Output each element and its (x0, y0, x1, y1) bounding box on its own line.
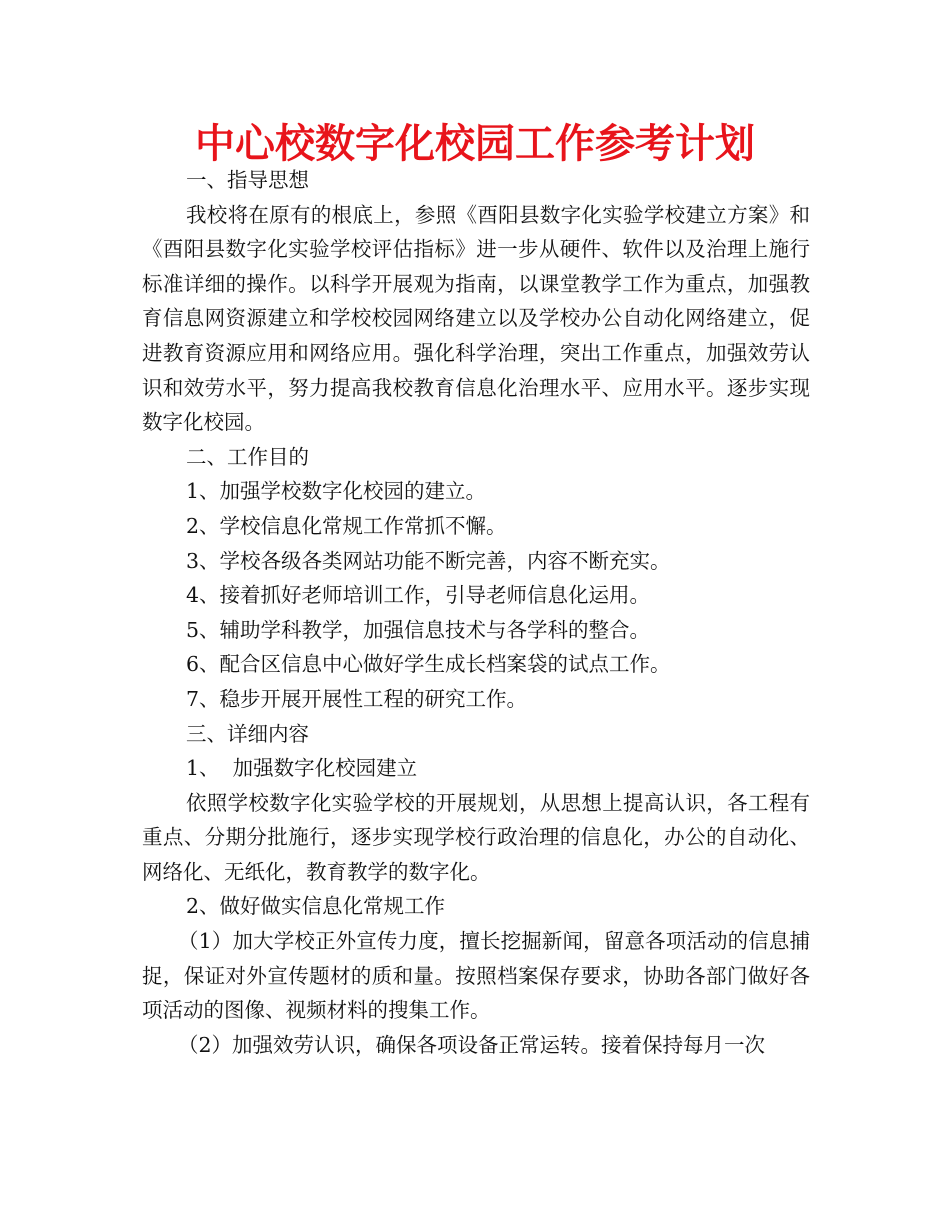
paragraph-routine-item-1: （1）加大学校正外宣传力度，擅长挖掘新闻，留意各项活动的信息捕捉，保证对外宣传题材的质和量。按照档案保存要求，协助各部门做好各项活动的图像、视频材料的搜集工作。 (142, 929, 810, 1023)
goal-item-6: 6、配合区信息中心做好学生成长档案袋的试点工作。 (186, 652, 671, 677)
section-heading-guiding-ideology: 一、指导思想 (186, 168, 309, 192)
section-heading-work-goals: 二、工作目的 (186, 444, 309, 469)
goal-item-2: 2、学校信息化常规工作常抓不懈。 (186, 513, 507, 538)
goal-item-5: 5、辅助学科教学，加强信息技术与各学科的整合。 (186, 617, 651, 642)
document-title: 中心校数字化校园工作参考计划 (195, 121, 755, 167)
goal-item-3: 3、学校各级各类网站功能不断完善，内容不断充实。 (186, 548, 671, 573)
subheading-digital-campus: 1、 加强数字化校园建立 (186, 756, 418, 781)
paragraph-routine-item-2: （2）加强效劳认识，确保各项设备正常运转。接着保持每月一次 (178, 1032, 766, 1057)
subheading-routine-work: 2、做好做实信息化常规工作 (186, 894, 446, 919)
goal-item-1: 1、加强学校数字化校园的建立。 (186, 479, 487, 504)
section-heading-detailed-content: 三、详细内容 (186, 721, 309, 746)
goal-item-7: 7、稳步开展开展性工程的研究工作。 (186, 686, 528, 711)
paragraph-digital-campus: 依照学校数字化实验学校的开展规划，从思想上提高认识，各工程有重点、分期分批施行，逐步实现学校行政治理的信息化，办公的自动化、网络化、无纸化，教育教学的数字化。 (142, 790, 810, 884)
goal-item-4: 4、接着抓好老师培训工作，引导老师信息化运用。 (186, 583, 651, 608)
document-body (142, 163, 810, 1062)
paragraph-guiding-ideology: 我校将在原有的根底上，参照《酉阳县数字化实验学校建立方案》和《酉阳县数字化实验学校评估指标》进一步从硬件、软件以及治理上施行标准详细的操作。以科学开展观为指南，以课堂教学工作为重点，加强教育信息网资源建立和学校校园网络建立以及学校办公自动化网络建立，促进教育资源应用和网络应用。强化科学治理，突出工作重点，加强效劳认识和效劳水平，努力提高我校教育信息化治理水平、应用水平。逐步实现数字化校园。 (142, 202, 810, 435)
